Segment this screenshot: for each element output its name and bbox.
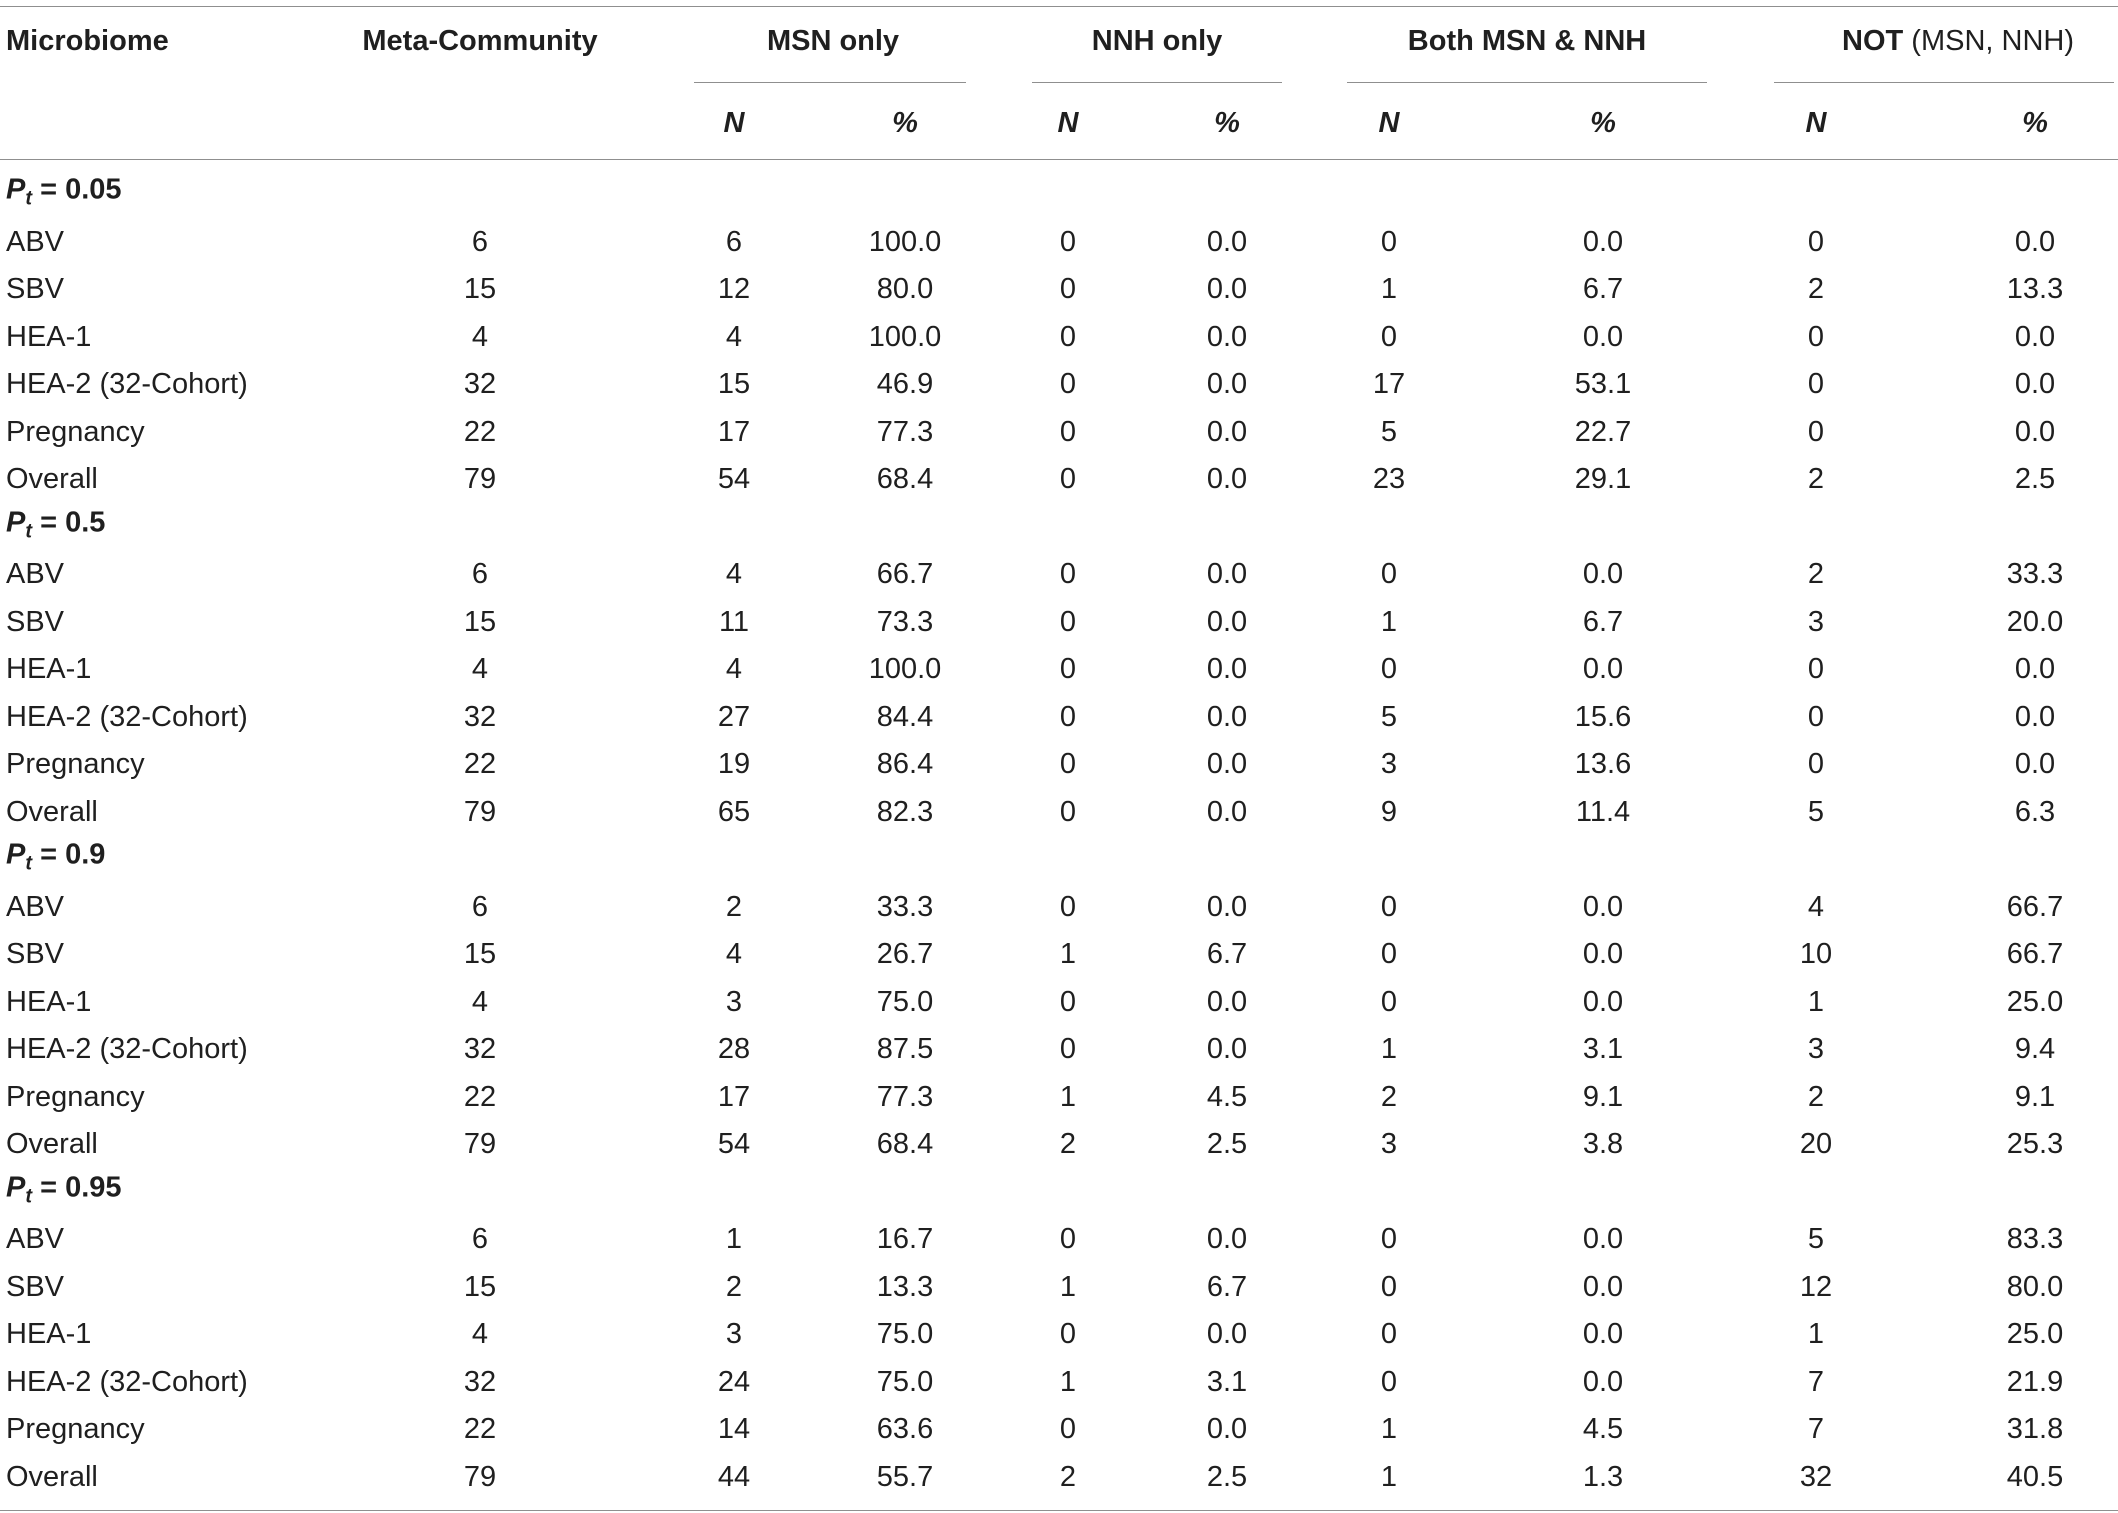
cell-both-pct: 3.1 bbox=[1582, 1033, 1624, 1065]
cell-not-n: 3 bbox=[1807, 1033, 1825, 1065]
cell-msn-pct: 75.0 bbox=[876, 1365, 934, 1398]
cell-msn-pct: 63.6 bbox=[876, 1413, 934, 1445]
group-rule-msn bbox=[694, 82, 966, 83]
section-header: $P_t = 0.05$ bbox=[6, 173, 122, 210]
cell-meta-community: 15 bbox=[463, 273, 497, 305]
subheader-not-n: N bbox=[1805, 107, 1827, 139]
cell-both-pct: 1.3 bbox=[1582, 1460, 1624, 1493]
cell-meta-community: 79 bbox=[463, 795, 497, 828]
cell-msn-n: 17 bbox=[717, 415, 751, 448]
section-header: $P_t = 0.5$ bbox=[6, 506, 106, 542]
cell-not-pct: 83.3 bbox=[2006, 1223, 2064, 1255]
cell-msn-n: 4 bbox=[725, 938, 743, 970]
cell-msn-pct: 68.4 bbox=[876, 1128, 934, 1160]
cell-nnh-n: 2 bbox=[1059, 1460, 1077, 1493]
row-label: Overall bbox=[6, 1460, 98, 1493]
cell-meta-community: 15 bbox=[463, 605, 497, 638]
cell-meta-community: 22 bbox=[463, 415, 497, 448]
row-label: ABV bbox=[6, 890, 65, 923]
cell-both-n: 23 bbox=[1372, 463, 1406, 495]
cell-msn-n: 2 bbox=[725, 1270, 743, 1303]
cell-msn-n: 44 bbox=[717, 1460, 751, 1493]
cell-both-n: 0 bbox=[1380, 1318, 1398, 1350]
cell-msn-n: 14 bbox=[717, 1413, 751, 1445]
cell-msn-n: 1 bbox=[725, 1223, 743, 1255]
cell-not-pct: 66.7 bbox=[2006, 938, 2064, 970]
cell-meta-community: 6 bbox=[471, 225, 489, 258]
cell-both-pct: 6.7 bbox=[1582, 605, 1624, 638]
cell-not-n: 2 bbox=[1807, 273, 1825, 305]
cell-both-n: 0 bbox=[1380, 1365, 1398, 1398]
cell-not-pct: 0.0 bbox=[2014, 748, 2056, 780]
cell-nnh-pct: 0.0 bbox=[1206, 795, 1248, 828]
cell-msn-n: 17 bbox=[717, 1080, 751, 1113]
cell-nnh-pct: 0.0 bbox=[1206, 1223, 1248, 1255]
cell-both-pct: 9.1 bbox=[1582, 1080, 1624, 1113]
cell-msn-n: 65 bbox=[717, 795, 751, 828]
cell-both-n: 0 bbox=[1380, 1270, 1398, 1303]
cell-both-n: 1 bbox=[1380, 1460, 1398, 1493]
cell-not-pct: 80.0 bbox=[2006, 1270, 2064, 1303]
cell-both-pct: 0.0 bbox=[1582, 938, 1624, 970]
cell-msn-n: 4 bbox=[725, 558, 743, 590]
cell-msn-pct: 75.0 bbox=[876, 1318, 934, 1350]
cell-nnh-pct: 0.0 bbox=[1206, 1413, 1248, 1445]
cell-meta-community: 4 bbox=[471, 320, 489, 353]
cell-both-n: 3 bbox=[1380, 1128, 1398, 1160]
subheader-msn-n: N bbox=[723, 107, 745, 139]
cell-nnh-n: 1 bbox=[1059, 1365, 1077, 1398]
cell-both-n: 1 bbox=[1380, 605, 1398, 638]
cell-meta-community: 4 bbox=[471, 1318, 489, 1350]
cell-msn-pct: 46.9 bbox=[876, 368, 934, 400]
cell-not-pct: 40.5 bbox=[2006, 1460, 2064, 1493]
cell-not-n: 2 bbox=[1807, 1080, 1825, 1113]
section-header: $P_t = 0.95$ bbox=[6, 1171, 122, 1207]
cell-msn-n: 2 bbox=[725, 890, 743, 923]
cell-msn-pct: 77.3 bbox=[876, 415, 934, 448]
cell-nnh-n: 0 bbox=[1059, 1223, 1077, 1255]
cell-both-pct: 13.6 bbox=[1574, 748, 1632, 780]
cell-meta-community: 6 bbox=[471, 890, 489, 923]
cell-not-pct: 0.0 bbox=[2014, 225, 2056, 258]
cell-nnh-n: 0 bbox=[1059, 653, 1077, 685]
cell-nnh-n: 0 bbox=[1059, 273, 1077, 305]
cell-not-pct: 31.8 bbox=[2006, 1413, 2064, 1445]
cell-msn-pct: 86.4 bbox=[876, 748, 934, 780]
row-label: HEA-2 (32-Cohort) bbox=[6, 700, 248, 733]
cell-msn-n: 24 bbox=[717, 1365, 751, 1398]
cell-not-n: 7 bbox=[1807, 1413, 1825, 1445]
cell-both-pct: 53.1 bbox=[1574, 368, 1632, 400]
row-label: Overall bbox=[6, 463, 98, 495]
cell-both-n: 1 bbox=[1380, 1413, 1398, 1445]
cell-msn-n: 6 bbox=[725, 225, 743, 258]
header-microbiome: Microbiome bbox=[6, 25, 169, 57]
cell-both-n: 0 bbox=[1380, 985, 1398, 1018]
bottom-rule bbox=[0, 1510, 2118, 1511]
cell-meta-community: 79 bbox=[463, 1128, 497, 1160]
row-label: Pregnancy bbox=[6, 415, 145, 448]
cell-msn-n: 15 bbox=[717, 368, 751, 400]
row-label: Pregnancy bbox=[6, 748, 145, 780]
cell-not-pct: 9.1 bbox=[2014, 1080, 2056, 1113]
cell-nnh-pct: 0.0 bbox=[1206, 653, 1248, 685]
cell-nnh-pct: 0.0 bbox=[1206, 225, 1248, 258]
row-label: ABV bbox=[6, 1223, 65, 1255]
cell-msn-n: 28 bbox=[717, 1033, 751, 1065]
row-label: Pregnancy bbox=[6, 1413, 145, 1445]
cell-nnh-pct: 3.1 bbox=[1206, 1365, 1248, 1398]
cell-not-n: 7 bbox=[1807, 1365, 1825, 1398]
cell-nnh-pct: 0.0 bbox=[1206, 1318, 1248, 1350]
cell-not-n: 2 bbox=[1807, 558, 1825, 590]
cell-meta-community: 15 bbox=[463, 938, 497, 970]
cell-nnh-n: 0 bbox=[1059, 558, 1077, 590]
cell-nnh-n: 0 bbox=[1059, 320, 1077, 353]
cell-both-n: 0 bbox=[1380, 1223, 1398, 1255]
cell-both-pct: 0.0 bbox=[1582, 558, 1624, 590]
cell-not-pct: 9.4 bbox=[2014, 1033, 2056, 1065]
cell-msn-pct: 100.0 bbox=[868, 653, 942, 685]
cell-both-n: 5 bbox=[1380, 415, 1398, 448]
cell-both-pct: 0.0 bbox=[1582, 653, 1624, 685]
cell-both-n: 0 bbox=[1380, 558, 1398, 590]
cell-not-pct: 0.0 bbox=[2014, 700, 2056, 733]
cell-msn-pct: 80.0 bbox=[876, 273, 934, 305]
cell-msn-pct: 33.3 bbox=[876, 890, 934, 923]
header-both: Both MSN & NNH bbox=[1407, 25, 1647, 57]
row-label: SBV bbox=[6, 938, 65, 970]
cell-msn-pct: 77.3 bbox=[876, 1080, 934, 1113]
cell-not-pct: 0.0 bbox=[2014, 415, 2056, 448]
cell-nnh-pct: 0.0 bbox=[1206, 320, 1248, 353]
header-rule bbox=[0, 159, 2118, 160]
cell-not-pct: 0.0 bbox=[2014, 653, 2056, 685]
cell-not-n: 1 bbox=[1807, 985, 1825, 1018]
cell-both-pct: 0.0 bbox=[1582, 890, 1624, 923]
cell-msn-pct: 73.3 bbox=[876, 605, 934, 638]
row-label: ABV bbox=[6, 558, 65, 590]
cell-both-n: 1 bbox=[1380, 273, 1398, 305]
cell-nnh-pct: 0.0 bbox=[1206, 605, 1248, 638]
header-not: NOT (MSN, NNH) bbox=[1842, 25, 2074, 57]
cell-nnh-pct: 2.5 bbox=[1206, 1128, 1248, 1160]
cell-msn-pct: 13.3 bbox=[876, 1270, 934, 1303]
cell-not-pct: 6.3 bbox=[2014, 795, 2056, 828]
row-label: SBV bbox=[6, 273, 65, 305]
cell-nnh-n: 0 bbox=[1059, 890, 1077, 923]
cell-not-pct: 25.3 bbox=[2006, 1128, 2064, 1160]
cell-msn-pct: 84.4 bbox=[876, 700, 934, 733]
cell-msn-n: 4 bbox=[725, 320, 743, 353]
cell-not-n: 1 bbox=[1807, 1318, 1825, 1350]
subheader-both-n: N bbox=[1378, 107, 1400, 139]
cell-nnh-pct: 0.0 bbox=[1206, 700, 1248, 733]
cell-not-pct: 25.0 bbox=[2006, 1318, 2064, 1350]
row-label: HEA-1 bbox=[6, 320, 92, 353]
cell-msn-pct: 26.7 bbox=[876, 938, 934, 970]
cell-nnh-pct: 0.0 bbox=[1206, 748, 1248, 780]
cell-meta-community: 22 bbox=[463, 1080, 497, 1113]
cell-msn-n: 27 bbox=[717, 700, 751, 733]
cell-not-n: 0 bbox=[1807, 700, 1825, 733]
section-header: $P_t = 0.9$ bbox=[6, 838, 106, 875]
row-label: HEA-2 (32-Cohort) bbox=[6, 1365, 248, 1398]
cell-msn-pct: 55.7 bbox=[876, 1460, 934, 1493]
cell-both-n: 2 bbox=[1380, 1080, 1398, 1113]
row-label: Pregnancy bbox=[6, 1080, 145, 1113]
cell-msn-n: 19 bbox=[717, 748, 751, 780]
cell-both-pct: 0.0 bbox=[1582, 1318, 1624, 1350]
row-label: Overall bbox=[6, 795, 98, 828]
cell-meta-community: 79 bbox=[463, 463, 497, 495]
subheader-both-pct: % bbox=[1590, 107, 1616, 139]
cell-nnh-n: 0 bbox=[1059, 985, 1077, 1018]
group-rule-both bbox=[1347, 82, 1707, 83]
cell-msn-pct: 66.7 bbox=[876, 558, 934, 590]
cell-both-pct: 0.0 bbox=[1582, 225, 1624, 258]
cell-not-pct: 0.0 bbox=[2014, 368, 2056, 400]
cell-both-n: 0 bbox=[1380, 890, 1398, 923]
cell-not-pct: 33.3 bbox=[2006, 558, 2064, 590]
cell-nnh-n: 2 bbox=[1059, 1128, 1077, 1160]
cell-not-n: 12 bbox=[1799, 1270, 1833, 1303]
cell-not-n: 0 bbox=[1807, 368, 1825, 400]
cell-nnh-n: 0 bbox=[1059, 605, 1077, 638]
cell-msn-pct: 100.0 bbox=[868, 225, 942, 258]
cell-nnh-pct: 2.5 bbox=[1206, 1460, 1248, 1493]
cell-both-n: 1 bbox=[1380, 1033, 1398, 1065]
cell-meta-community: 32 bbox=[463, 1365, 497, 1398]
row-label: ABV bbox=[6, 225, 65, 258]
cell-not-n: 20 bbox=[1799, 1128, 1833, 1160]
cell-both-pct: 15.6 bbox=[1574, 700, 1632, 733]
top-rule bbox=[0, 6, 2118, 7]
row-label: SBV bbox=[6, 1270, 65, 1303]
cell-both-pct: 0.0 bbox=[1582, 1365, 1624, 1398]
cell-both-n: 0 bbox=[1380, 653, 1398, 685]
cell-both-pct: 0.0 bbox=[1582, 1223, 1624, 1255]
cell-not-n: 32 bbox=[1799, 1460, 1833, 1493]
subheader-not-pct: % bbox=[2022, 107, 2048, 139]
cell-nnh-pct: 6.7 bbox=[1206, 938, 1248, 970]
cell-msn-n: 54 bbox=[717, 463, 751, 495]
cell-not-n: 0 bbox=[1807, 320, 1825, 353]
cell-nnh-n: 1 bbox=[1059, 1080, 1077, 1113]
cell-both-pct: 0.0 bbox=[1582, 985, 1624, 1018]
cell-not-pct: 0.0 bbox=[2014, 320, 2056, 353]
cell-nnh-pct: 6.7 bbox=[1206, 1270, 1248, 1303]
cell-not-n: 0 bbox=[1807, 653, 1825, 685]
cell-nnh-pct: 0.0 bbox=[1206, 890, 1248, 923]
cell-msn-pct: 100.0 bbox=[868, 320, 942, 353]
cell-both-pct: 6.7 bbox=[1582, 273, 1624, 305]
cell-both-n: 17 bbox=[1372, 368, 1406, 400]
cell-both-pct: 0.0 bbox=[1582, 1270, 1624, 1303]
cell-not-pct: 21.9 bbox=[2006, 1365, 2064, 1398]
cell-meta-community: 4 bbox=[471, 653, 489, 685]
cell-not-n: 5 bbox=[1807, 795, 1825, 828]
cell-meta-community: 32 bbox=[463, 700, 497, 733]
cell-both-n: 9 bbox=[1380, 795, 1398, 828]
cell-msn-n: 11 bbox=[718, 605, 750, 638]
cell-nnh-n: 0 bbox=[1059, 795, 1077, 828]
cell-both-n: 0 bbox=[1380, 225, 1398, 258]
cell-nnh-n: 0 bbox=[1059, 748, 1077, 780]
cell-both-pct: 11.4 bbox=[1575, 795, 1631, 828]
cell-msn-n: 3 bbox=[725, 985, 743, 1018]
cell-nnh-pct: 4.5 bbox=[1206, 1080, 1248, 1113]
cell-not-pct: 66.7 bbox=[2006, 890, 2064, 923]
cell-both-pct: 3.8 bbox=[1582, 1128, 1624, 1160]
cell-both-n: 3 bbox=[1380, 748, 1398, 780]
row-label: Overall bbox=[6, 1128, 98, 1160]
cell-nnh-pct: 0.0 bbox=[1206, 558, 1248, 590]
cell-meta-community: 22 bbox=[463, 1413, 497, 1445]
cell-meta-community: 6 bbox=[471, 1223, 489, 1255]
cell-nnh-pct: 0.0 bbox=[1206, 368, 1248, 400]
row-label: HEA-1 bbox=[6, 985, 92, 1018]
cell-nnh-n: 1 bbox=[1059, 1270, 1077, 1303]
cell-not-n: 0 bbox=[1807, 415, 1825, 448]
row-label: HEA-1 bbox=[6, 1318, 92, 1350]
cell-nnh-n: 0 bbox=[1059, 1318, 1077, 1350]
cell-nnh-n: 0 bbox=[1059, 415, 1077, 448]
cell-not-pct: 2.5 bbox=[2014, 463, 2056, 495]
cell-not-pct: 25.0 bbox=[2006, 985, 2064, 1018]
cell-meta-community: 22 bbox=[463, 748, 497, 780]
cell-nnh-n: 0 bbox=[1059, 463, 1077, 495]
cell-nnh-pct: 0.0 bbox=[1206, 415, 1248, 448]
subheader-nnh-pct: % bbox=[1214, 107, 1240, 139]
cell-not-n: 4 bbox=[1807, 890, 1825, 923]
cell-meta-community: 32 bbox=[463, 1033, 497, 1065]
cell-nnh-n: 0 bbox=[1059, 700, 1077, 733]
cell-msn-n: 4 bbox=[725, 653, 743, 685]
cell-meta-community: 79 bbox=[463, 1460, 497, 1493]
row-label: HEA-2 (32-Cohort) bbox=[6, 1033, 248, 1065]
cell-msn-pct: 68.4 bbox=[876, 463, 934, 495]
cell-nnh-pct: 0.0 bbox=[1206, 463, 1248, 495]
cell-nnh-pct: 0.0 bbox=[1206, 273, 1248, 305]
cell-msn-n: 3 bbox=[725, 1318, 743, 1350]
row-label: SBV bbox=[6, 605, 65, 638]
cell-both-pct: 22.7 bbox=[1574, 415, 1632, 448]
subheader-msn-pct: % bbox=[892, 107, 918, 139]
cell-meta-community: 4 bbox=[471, 985, 489, 1018]
cell-nnh-n: 0 bbox=[1059, 1413, 1077, 1445]
subheader-nnh-n: N bbox=[1057, 107, 1079, 139]
cell-msn-pct: 87.5 bbox=[876, 1033, 934, 1065]
cell-nnh-n: 0 bbox=[1059, 225, 1077, 258]
header-meta-community: Meta-Community bbox=[362, 25, 598, 57]
cell-both-n: 0 bbox=[1380, 938, 1398, 970]
cell-not-n: 0 bbox=[1807, 225, 1825, 258]
group-rule-not bbox=[1774, 82, 2114, 83]
cell-nnh-n: 0 bbox=[1059, 368, 1077, 400]
row-label: HEA-2 (32-Cohort) bbox=[6, 368, 248, 400]
cell-nnh-pct: 0.0 bbox=[1206, 985, 1248, 1018]
header-nnh-only: NNH only bbox=[1091, 25, 1223, 57]
cell-msn-pct: 75.0 bbox=[876, 985, 934, 1018]
cell-msn-n: 12 bbox=[717, 273, 751, 305]
cell-nnh-n: 1 bbox=[1059, 938, 1077, 970]
cell-nnh-pct: 0.0 bbox=[1206, 1033, 1248, 1065]
cell-not-n: 2 bbox=[1807, 463, 1825, 495]
cell-msn-pct: 16.7 bbox=[876, 1223, 934, 1255]
cell-both-n: 0 bbox=[1380, 320, 1398, 353]
cell-not-n: 3 bbox=[1807, 605, 1825, 638]
cell-msn-pct: 82.3 bbox=[876, 795, 934, 828]
cell-both-pct: 29.1 bbox=[1574, 463, 1632, 495]
cell-not-n: 5 bbox=[1807, 1223, 1825, 1255]
cell-meta-community: 15 bbox=[463, 1270, 497, 1303]
row-label: HEA-1 bbox=[6, 653, 92, 685]
cell-meta-community: 6 bbox=[471, 558, 489, 590]
group-rule-nnh bbox=[1032, 82, 1282, 83]
cell-meta-community: 32 bbox=[463, 368, 497, 400]
cell-both-pct: 4.5 bbox=[1582, 1413, 1624, 1445]
cell-not-n: 10 bbox=[1799, 938, 1833, 970]
cell-nnh-n: 0 bbox=[1059, 1033, 1077, 1065]
cell-not-pct: 20.0 bbox=[2006, 605, 2064, 638]
cell-both-n: 5 bbox=[1380, 700, 1398, 733]
cell-msn-n: 54 bbox=[717, 1128, 751, 1160]
cell-not-pct: 13.3 bbox=[2006, 273, 2064, 305]
cell-both-pct: 0.0 bbox=[1582, 320, 1624, 353]
cell-not-n: 0 bbox=[1807, 748, 1825, 780]
header-msn-only: MSN only bbox=[766, 25, 900, 57]
